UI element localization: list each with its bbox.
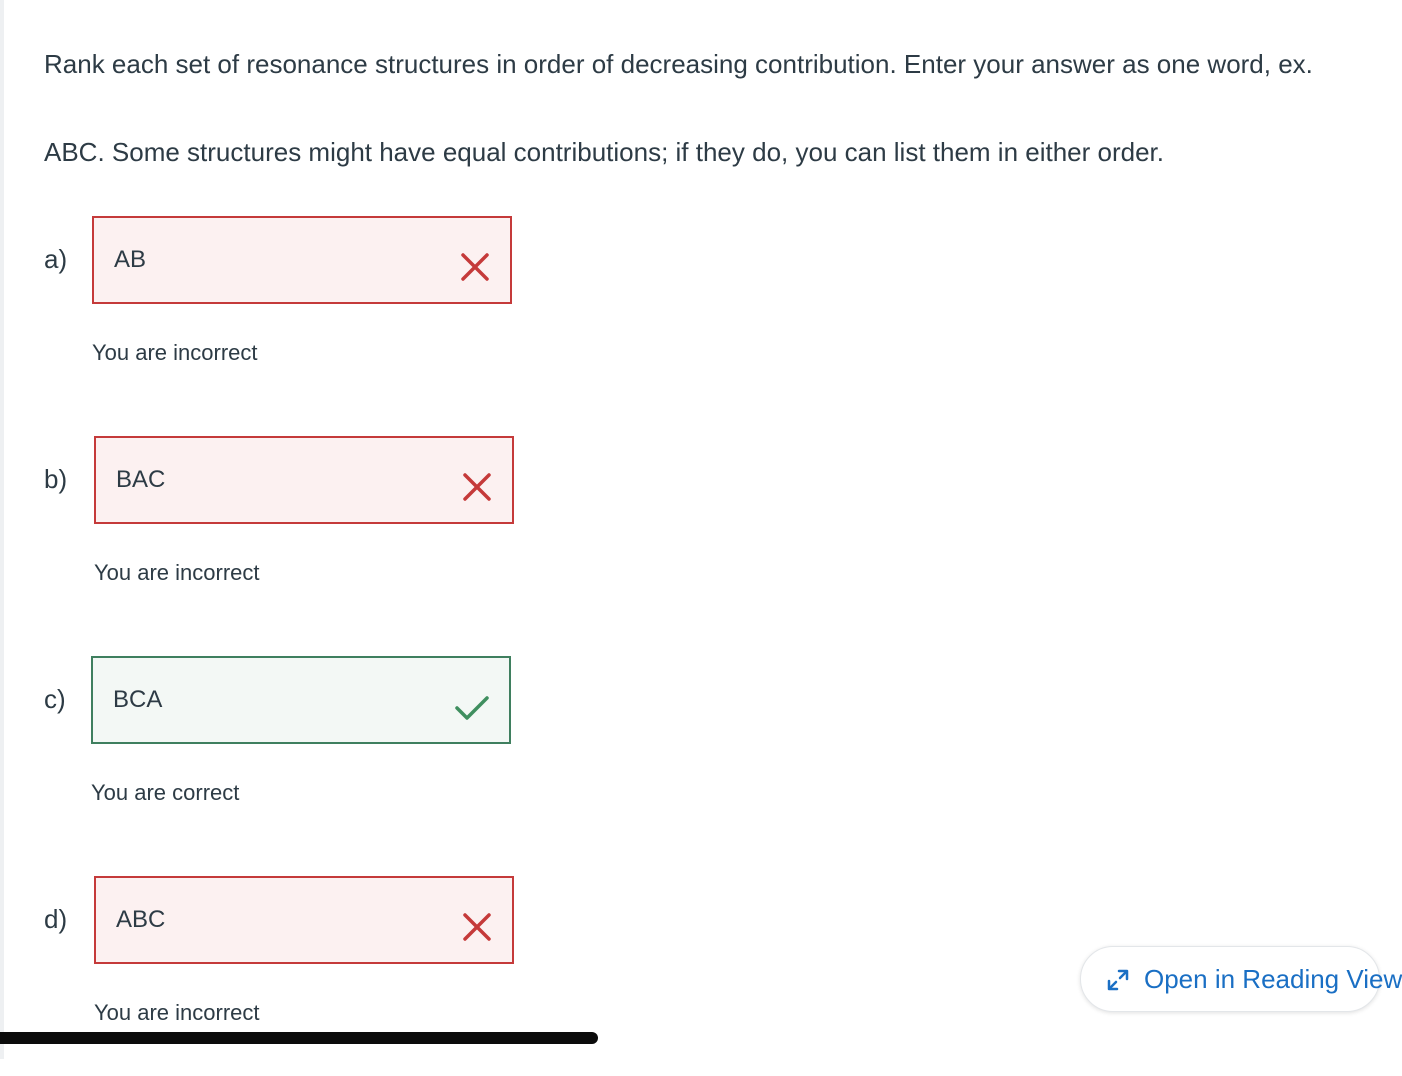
answer-value: BCA [113,686,163,713]
feedback-text: You are correct [91,780,240,805]
expand-arrows-icon [1103,965,1133,995]
question-label: d) [44,904,68,934]
reading-view-label: Open in Reading View [1144,964,1402,994]
answer-input-a[interactable] [92,216,512,304]
question-label: b) [44,464,68,494]
answer-input-c[interactable] [91,656,511,744]
instructions-line-1: Rank each set of resonance structures in order of decreasing contribution. Enter your answer as one word, ex. [44,49,1313,79]
x-icon [458,250,492,284]
instructions [44,40,1334,216]
question-a [44,216,744,416]
left-border [0,0,4,1059]
question-label: c) [44,684,66,714]
answer-value: AB [114,246,147,273]
question-d [44,876,744,1076]
question-c [44,656,744,856]
x-icon [460,910,494,944]
answer-input-d[interactable] [94,876,514,964]
answer-value: ABC [116,906,166,933]
question-b [44,436,744,636]
check-icon [453,690,491,724]
feedback-text: You are incorrect [94,1000,260,1025]
open-reading-view-button[interactable] [1080,946,1402,1012]
feedback-text: You are incorrect [92,340,258,365]
answer-value: BAC [116,466,166,493]
scroll-progress-bar [0,1032,598,1044]
answer-input-b[interactable] [94,436,514,524]
instructions-line-2: ABC. Some structures might have equal contributions; if they do, you can list them in either order. [44,137,1165,167]
question-label: a) [44,244,68,274]
x-icon [460,470,494,504]
feedback-text: You are incorrect [94,560,260,585]
